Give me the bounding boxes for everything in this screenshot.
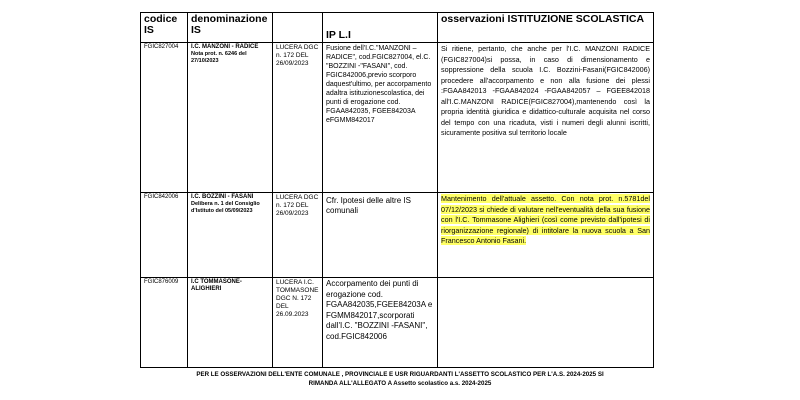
header-osservazioni: osservazioni ISTITUZIONE SCOLASTICA (438, 13, 654, 43)
ipl-cell: Accorpamento dei punti di erogazione cod. FGAA842035,FGEE84203A e FGMM842017,scorporati dall'I.C. "BOZZINI -FASANI", cod.FGIC842006 (323, 278, 438, 368)
denominazione-cell (188, 278, 273, 368)
ip-cell: LUCERA DGC n. 172 DEL 26/09/2023 (273, 193, 323, 278)
denominazione-cell (188, 43, 273, 193)
school-name: I.C. BOZZINI - FASANI (191, 194, 254, 200)
header-codice: codice IS (141, 13, 188, 43)
codice-cell: FGIC876009 (141, 278, 188, 368)
header-row (141, 13, 654, 43)
school-table (140, 12, 654, 368)
table-row (141, 278, 654, 368)
footer-line-1: PER LE OSSERVAZIONI DELL'ENTE COMUNALE , PROVINCIALE E USR RIGUARDANTI L'ASSETTO SCOLASTICO PER L'A.S. 2024-2025 SI (196, 371, 604, 378)
footer-note (140, 370, 660, 388)
header-denominazione: denominazione IS (188, 13, 273, 43)
table-row (141, 43, 654, 193)
osservazioni-cell (438, 193, 654, 278)
ipl-cell: Fusione dell'I.C."MANZONI – RADICE", cod.FGIC827004, el.C. "BOZZINI -"FASANI", cod. FGIC842006,previo scorporo daquest'ultimo, per accorpamento adaltra istituzionescolastica, dei punti di erogazione cod. FGAA842035, FGEE84203A eFGMM842017 (323, 43, 438, 193)
ipl-cell: Cfr. Ipotesi delle altre IS comunali (323, 193, 438, 278)
denominazione-cell (188, 193, 273, 278)
ip-cell: LUCERA I.C. TOMMASONE DGC N. 172 DEL 26.09.2023 (273, 278, 323, 368)
header-ipl: IP L.I (323, 13, 438, 43)
codice-cell: FGIC827004 (141, 43, 188, 193)
school-note: Nota prot. n. 6246 del 27/10/2023 (191, 51, 247, 64)
footer-line-2: RIMANDA ALL'ALLEGATO A Assetto scolastico a.s. 2024-2025 (308, 380, 492, 387)
school-name: I.C. MANZONI - RADICE (191, 44, 259, 50)
osservazioni-cell (438, 278, 654, 368)
header-ip (273, 13, 323, 43)
school-name: I.C TOMMASONE-ALIGHIERI (191, 279, 242, 292)
highlighted-text: Mantenimento dell'attuale assetto. Con nota prot. n.5781del 07/12/2023 si chiede di valutare nell'eventualità della sua fusione con l'I.C. Tommasone Alighieri (così come previsto dall'ipotesi di riorganizzazione regionale) di intitolare la nuova scuola a San Francesco Antonio Fasani. (441, 194, 650, 245)
osservazioni-cell: Si ritiene, pertanto, che anche per l'I.C. MANZONI RADICE (FGIC827004)si possa, in caso di dimensionamento e soppressione della scuola I.C. Bozzini-Fasani(FGIC842006) procedere all'accorpamento e non alla fusione dei plessi :FGAA842013 -FGAA842024 -FGAA842057 – FGEE842018 all'I.C.MANZONI RADICE(FGIC827004),mantenendo così la propria identità giuridica e didattico-culturale acquisita nel corso del tempo con una ricaduta, visti i numeri degli alunni iscritti, sicuramente positiva sul territorio locale (438, 43, 654, 193)
school-note: Delibera n. 1 del Consiglio d'Istituto del 05/09/2023 (191, 201, 260, 214)
ip-cell: LUCERA DGC n. 172 DEL 26/09/2023 (273, 43, 323, 193)
codice-cell: FGIC842006 (141, 193, 188, 278)
table-row (141, 193, 654, 278)
